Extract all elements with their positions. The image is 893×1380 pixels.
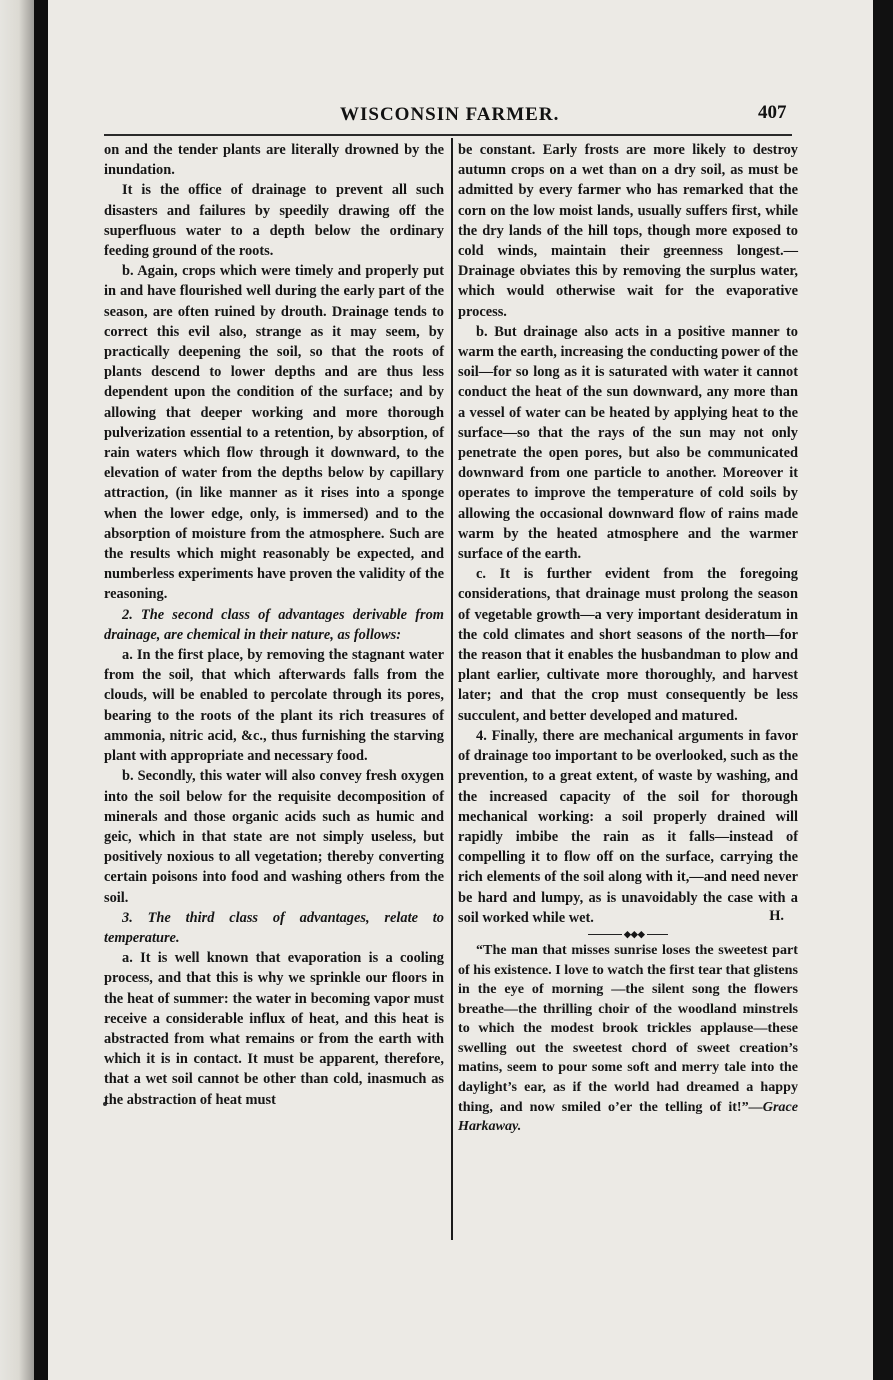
- divider-ornament: ◆◆◆: [624, 928, 645, 939]
- paragraph: be constant. Early frosts are more likely to destroy autumn crops on a wet than on a dry soil, as must be admitted by every farmer who has remarked that the corn on the low moist lands, usually suffers first, while the dry lands of the hill tops, though more exposed to cold winds, maintain their greenness longest.—Drainage obviates this by removing the surplus water, which would otherwise wait for the evaporative process.: [458, 142, 798, 320]
- quote-body: “The man that misses sunrise loses the sweetest part of his existence. I love to watch the first tear that glistens in the eye of morning —the silent song the flowers breathe—the thrilling choir of the woodland minstrels to which the modest brook trickles applause—these swelling out the sweetest chord of sweet creation’s matins, seem to pour some soft and merry tale into the daylight’s ear, as if the world had dreamed a happy thing, and now smiled o’er the telling of it!”: [458, 941, 798, 1115]
- paragraph: on and the tender plants are literally drowned by the inundation.: [104, 142, 444, 179]
- quote-attribution: —Grace Harkaway.: [458, 1098, 798, 1135]
- paragraph: a. It is well known that evaporation is a cooling process, and that this is why we sprinkle our floors in the heat of summer: the water in becoming vapor must receive a considerable influx of heat, and this heat is abstracted from what remains or from the earth with which it is in contact. It must be apparent, therefore, that a wet soil cannot be other than cold, inasmuch as the abstraction of heat must: [104, 950, 444, 1108]
- quote-paragraph: [458, 941, 798, 1137]
- scan-border: [873, 0, 893, 1380]
- paragraph: It is the office of drainage to prevent all such disasters and failures by speedily drawing off the superfluous water to a depth below the ordinary feeding ground of the roots.: [104, 182, 444, 260]
- paragraph: b. Secondly, this water will also convey fresh oxygen into the soil below for the requisite decomposition of minerals and those organic acids such as humic and geic, which in that state are not simply useless, but positively noxious to all vegetation; thereby converting certain poisons into food and washing others from the soil.: [104, 768, 444, 906]
- column-rule: [451, 138, 453, 1240]
- paragraph: a. In the first place, by removing the stagnant water from the soil, that which afterwards falls from the clouds, will be enabled to percolate through its pores, bearing to the roots of the plant its rich treasures of ammonia, nitric acid, &c., thus furnishing the starving plant with appropriate and necessary food.: [104, 647, 444, 765]
- book-gutter: [34, 0, 48, 1380]
- section-heading: [104, 908, 444, 948]
- section-divider: [588, 928, 668, 939]
- signature-text: H.: [769, 907, 784, 924]
- paragraph: b. Again, crops which were timely and properly put in and have flourished well during the early part of the season, are often ruined by drouth. Drainage tends to correct this evil also, strange as it may seem, by practically deepening the soil, so that the roots of plants descend to lower depths and are thus less dependent upon the condition of the surface; and by allowing that deeper working and more thorough pulverization essential to a retention, by absorption, of rain waters which flow through it downward, to the elevation of water from the depths below by capillary attraction, (in like manner as it rises into a sponge when the lower edge, only, is immersed) and to the absorption of moisture from the atmosphere. Such are the results which might reasonably be expected, and numberless experiments have proven the validity of the reasoning.: [104, 263, 444, 603]
- facing-page-edge: [0, 0, 34, 1380]
- section-heading-text: 3. The third class of advantages, relate to temperature.: [104, 909, 444, 946]
- paragraph: 4. Finally, there are mechanical arguments in favor of drainage too important to be overlooked, such as the prevention, to a great extent, of waste by washing, and the increased capacity of the soil for thorough mechanical working: a soil properly drained will rapidly imbibe the rain as it falls—instead of compelling it to flow off on the surface, carrying the rich elements of the soil along with it,—and need never be hard and lumpy, as is unavoidably the case with a soil worked while wet.: [458, 727, 798, 926]
- paragraph: c. It is further evident from the foregoing considerations, that drainage must prolong the season of vegetable growth—a very important desideratum in the cold climates and short seasons of the north—for the reason that it enables the husbandman to plow and plant earlier, cultivate more thoroughly, and harvest later; and that the crop must consequently be less succulent, and better developed and matured.: [458, 566, 798, 724]
- page-number: 407: [758, 102, 787, 123]
- paragraph: b. But drainage also acts in a positive manner to warm the earth, increasing the conducting power of the soil—for so long as it is saturated with water it cannot conduct the heat of the sun downward, any more than a vessel of water can be heated by applying heat to the surface—so that the rays of the sun may not only penetrate the open pores, but also be communicated downward from one particle to another. Moreover it operates to improve the temperature of cold soils by allowing the occasional downward flow of rains made warm by the heated atmosphere and the warmer surface of the earth.: [458, 323, 798, 563]
- header-rule: [104, 134, 792, 136]
- section-heading: [104, 605, 444, 645]
- right-column: [458, 140, 798, 1137]
- running-head: WISCONSIN FARMER.: [340, 104, 560, 125]
- left-column: [104, 140, 444, 1110]
- section-heading-text: 2. The second class of advantages derivable from drainage, are chemical in their nature, as follows:: [104, 606, 444, 643]
